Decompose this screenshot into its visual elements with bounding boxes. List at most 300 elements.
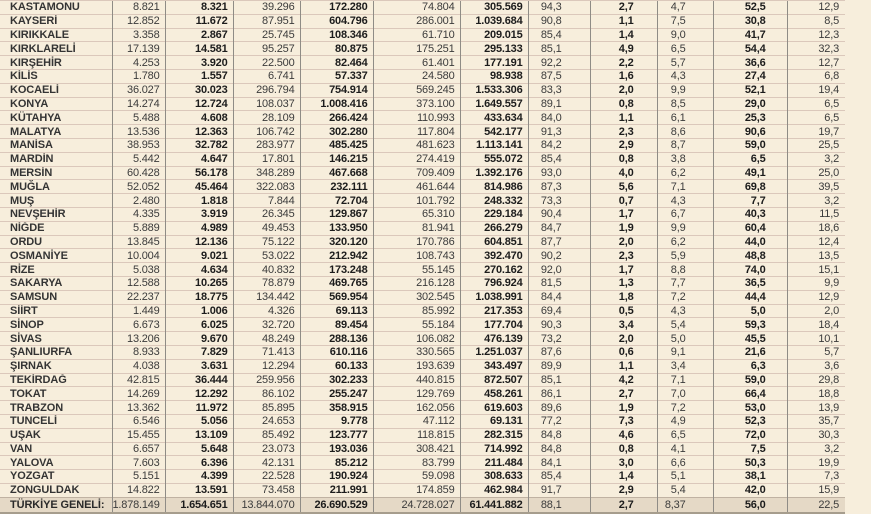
value-cell: 1.649.557 bbox=[460, 97, 528, 111]
value-cell: 85.895 bbox=[233, 401, 300, 415]
value-cell: 40.832 bbox=[233, 263, 300, 277]
table-row bbox=[0, 483, 845, 497]
value-cell: 87,6 bbox=[528, 345, 590, 359]
value-cell: 343.497 bbox=[460, 359, 528, 373]
value-cell: 59.098 bbox=[373, 470, 460, 484]
value-cell: 6.396 bbox=[165, 456, 233, 470]
table-row bbox=[0, 456, 845, 470]
value-cell: 266.424 bbox=[300, 111, 373, 125]
value-cell: 610.116 bbox=[300, 345, 373, 359]
value-cell: 2,3 bbox=[590, 249, 657, 263]
value-cell: 28.109 bbox=[233, 111, 300, 125]
value-cell: 5.488 bbox=[112, 111, 165, 125]
province-name-cell: UŞAK bbox=[0, 428, 112, 442]
value-cell: 52,5 bbox=[713, 1, 787, 15]
value-cell: 1.008.416 bbox=[300, 97, 373, 111]
province-name-cell: KONYA bbox=[0, 97, 112, 111]
value-cell: 1.557 bbox=[165, 69, 233, 83]
value-cell: 6,5 bbox=[787, 97, 845, 111]
value-cell: 469.765 bbox=[300, 276, 373, 290]
table-row bbox=[0, 207, 845, 221]
province-name-cell: KAYSERİ bbox=[0, 14, 112, 28]
value-cell: 110.993 bbox=[373, 111, 460, 125]
value-cell: 12,9 bbox=[787, 1, 845, 15]
value-cell: 8,5 bbox=[657, 97, 713, 111]
value-cell: 5.889 bbox=[112, 221, 165, 235]
value-cell: 302.280 bbox=[300, 125, 373, 139]
value-cell: 90,4 bbox=[528, 207, 590, 221]
value-cell: 85,1 bbox=[528, 42, 590, 56]
value-cell: 44,0 bbox=[713, 235, 787, 249]
value-cell: 83,3 bbox=[528, 83, 590, 97]
province-name-cell: KIRIKKALE bbox=[0, 28, 112, 42]
value-cell: 7,3 bbox=[590, 414, 657, 428]
table-row bbox=[0, 359, 845, 373]
value-cell: 77,2 bbox=[528, 414, 590, 428]
table-row bbox=[0, 28, 845, 42]
value-cell: 123.777 bbox=[300, 428, 373, 442]
value-cell: 7,1 bbox=[657, 180, 713, 194]
value-cell: 13.845 bbox=[112, 235, 165, 249]
value-cell: 81,5 bbox=[528, 276, 590, 290]
value-cell: 4,2 bbox=[590, 373, 657, 387]
value-cell: 85,1 bbox=[528, 373, 590, 387]
table-row bbox=[0, 166, 845, 180]
value-cell: 8,7 bbox=[657, 138, 713, 152]
value-cell: 461.644 bbox=[373, 180, 460, 194]
value-cell: 89.454 bbox=[300, 318, 373, 332]
value-cell: 8.821 bbox=[112, 1, 165, 15]
value-cell: 2,0 bbox=[787, 304, 845, 318]
value-cell: 18,4 bbox=[787, 318, 845, 332]
value-cell: 91,7 bbox=[528, 483, 590, 497]
value-cell: 93,0 bbox=[528, 166, 590, 180]
value-cell: 53,0 bbox=[713, 401, 787, 415]
value-cell: 30,3 bbox=[787, 428, 845, 442]
value-cell: 0,8 bbox=[590, 152, 657, 166]
province-name-cell: KÜTAHYA bbox=[0, 111, 112, 125]
value-cell: 467.668 bbox=[300, 166, 373, 180]
value-cell: 49,1 bbox=[713, 166, 787, 180]
value-cell: 69,8 bbox=[713, 180, 787, 194]
value-cell: 193.036 bbox=[300, 442, 373, 456]
value-cell: 229.184 bbox=[460, 207, 528, 221]
value-cell: 25.745 bbox=[233, 28, 300, 42]
value-cell: 320.120 bbox=[300, 235, 373, 249]
value-cell: 129.769 bbox=[373, 387, 460, 401]
province-name-cell: MARDİN bbox=[0, 152, 112, 166]
table-row bbox=[0, 152, 845, 166]
value-cell: 1,3 bbox=[590, 276, 657, 290]
value-cell: 101.792 bbox=[373, 194, 460, 208]
province-name-cell: ŞANLIURFA bbox=[0, 345, 112, 359]
value-cell: 10.004 bbox=[112, 249, 165, 263]
value-cell: 604.851 bbox=[460, 235, 528, 249]
value-cell: 6,3 bbox=[713, 359, 787, 373]
value-cell: 0,6 bbox=[590, 345, 657, 359]
table-row bbox=[0, 1, 845, 15]
province-name-cell: KİLİS bbox=[0, 69, 112, 83]
province-name-cell: TRABZON bbox=[0, 401, 112, 415]
value-cell: 22,5 bbox=[787, 497, 845, 513]
province-name-cell: TOKAT bbox=[0, 387, 112, 401]
value-cell: 54,4 bbox=[713, 42, 787, 56]
table-row bbox=[0, 428, 845, 442]
value-cell: 1,7 bbox=[590, 263, 657, 277]
value-cell: 1,4 bbox=[590, 470, 657, 484]
value-cell: 24.728.027 bbox=[373, 497, 460, 513]
value-cell: 3,2 bbox=[787, 152, 845, 166]
value-cell: 98.938 bbox=[460, 69, 528, 83]
value-cell: 56,0 bbox=[713, 497, 787, 513]
value-cell: 9.778 bbox=[300, 414, 373, 428]
value-cell: 92,0 bbox=[528, 263, 590, 277]
table-row bbox=[0, 345, 845, 359]
province-name-cell: VAN bbox=[0, 442, 112, 456]
value-cell: 175.251 bbox=[373, 42, 460, 56]
value-cell: 2,0 bbox=[590, 235, 657, 249]
value-cell: 282.315 bbox=[460, 428, 528, 442]
value-cell: 6.741 bbox=[233, 69, 300, 83]
total-row bbox=[0, 497, 845, 513]
value-cell: 232.111 bbox=[300, 180, 373, 194]
value-cell: 6.025 bbox=[165, 318, 233, 332]
value-cell: 52,3 bbox=[713, 414, 787, 428]
table-row bbox=[0, 125, 845, 139]
value-cell: 25,0 bbox=[787, 166, 845, 180]
value-cell: 17.801 bbox=[233, 152, 300, 166]
value-cell: 85,4 bbox=[528, 152, 590, 166]
value-cell: 117.804 bbox=[373, 125, 460, 139]
value-cell: 0,5 bbox=[590, 304, 657, 318]
value-cell: 14.269 bbox=[112, 387, 165, 401]
value-cell: 73,3 bbox=[528, 194, 590, 208]
value-cell: 7.844 bbox=[233, 194, 300, 208]
value-cell: 1.251.037 bbox=[460, 345, 528, 359]
table-row bbox=[0, 276, 845, 290]
value-cell: 177.191 bbox=[460, 56, 528, 70]
value-cell: 17.139 bbox=[112, 42, 165, 56]
value-cell: 11.972 bbox=[165, 401, 233, 415]
value-cell: 3.919 bbox=[165, 207, 233, 221]
value-cell: 216.128 bbox=[373, 276, 460, 290]
value-cell: 12.363 bbox=[165, 125, 233, 139]
value-cell: 4.647 bbox=[165, 152, 233, 166]
value-cell: 84,4 bbox=[528, 290, 590, 304]
value-cell: 13,9 bbox=[787, 401, 845, 415]
value-cell: 283.977 bbox=[233, 138, 300, 152]
value-cell: 85.212 bbox=[300, 456, 373, 470]
value-cell: 78.879 bbox=[233, 276, 300, 290]
value-cell: 81.941 bbox=[373, 221, 460, 235]
value-cell: 87,3 bbox=[528, 180, 590, 194]
value-cell: 173.248 bbox=[300, 263, 373, 277]
value-cell: 21,6 bbox=[713, 345, 787, 359]
province-name-cell: MALATYA bbox=[0, 125, 112, 139]
value-cell: 11.672 bbox=[165, 14, 233, 28]
value-cell: 1,7 bbox=[590, 207, 657, 221]
table-row bbox=[0, 221, 845, 235]
value-cell: 36.027 bbox=[112, 83, 165, 97]
value-cell: 85.492 bbox=[233, 428, 300, 442]
value-cell: 36,6 bbox=[713, 56, 787, 70]
value-cell: 0,8 bbox=[590, 97, 657, 111]
value-cell: 162.056 bbox=[373, 401, 460, 415]
value-cell: 19,9 bbox=[787, 456, 845, 470]
value-cell: 84,1 bbox=[528, 456, 590, 470]
value-cell: 1.113.141 bbox=[460, 138, 528, 152]
value-cell: 7,5 bbox=[657, 14, 713, 28]
value-cell: 85.992 bbox=[373, 304, 460, 318]
value-cell: 286.001 bbox=[373, 14, 460, 28]
value-cell: 193.639 bbox=[373, 359, 460, 373]
value-cell: 3,4 bbox=[657, 359, 713, 373]
value-cell: 754.914 bbox=[300, 83, 373, 97]
value-cell: 5,4 bbox=[657, 483, 713, 497]
value-cell: 88,1 bbox=[528, 497, 590, 513]
province-name-cell: RİZE bbox=[0, 263, 112, 277]
value-cell: 13.362 bbox=[112, 401, 165, 415]
value-cell: 15,1 bbox=[787, 263, 845, 277]
value-cell: 190.924 bbox=[300, 470, 373, 484]
value-cell: 7,5 bbox=[713, 442, 787, 456]
value-cell: 18.775 bbox=[165, 290, 233, 304]
value-cell: 3,6 bbox=[787, 359, 845, 373]
value-cell: 212.942 bbox=[300, 249, 373, 263]
value-cell: 13.844.070 bbox=[233, 497, 300, 513]
value-cell: 2,9 bbox=[590, 138, 657, 152]
value-cell: 39.296 bbox=[233, 1, 300, 15]
value-cell: 38,1 bbox=[713, 470, 787, 484]
value-cell: 13.536 bbox=[112, 125, 165, 139]
value-cell: 26.690.529 bbox=[300, 497, 373, 513]
value-cell: 55.145 bbox=[373, 263, 460, 277]
value-cell: 3,8 bbox=[657, 152, 713, 166]
value-cell: 84,2 bbox=[528, 138, 590, 152]
value-cell: 12,9 bbox=[787, 290, 845, 304]
value-cell: 5,4 bbox=[657, 318, 713, 332]
value-cell: 9,9 bbox=[657, 221, 713, 235]
province-name-cell: ZONGULDAK bbox=[0, 483, 112, 497]
value-cell: 19,7 bbox=[787, 125, 845, 139]
value-cell: 4,3 bbox=[657, 69, 713, 83]
value-cell: 22.237 bbox=[112, 290, 165, 304]
value-cell: 8,5 bbox=[787, 14, 845, 28]
value-cell: 29,8 bbox=[787, 373, 845, 387]
value-cell: 4.399 bbox=[165, 470, 233, 484]
value-cell: 211.991 bbox=[300, 483, 373, 497]
value-cell: 95.257 bbox=[233, 42, 300, 56]
value-cell: 106.082 bbox=[373, 332, 460, 346]
value-cell: 3.358 bbox=[112, 28, 165, 42]
value-cell: 84,8 bbox=[528, 428, 590, 442]
value-cell: 6,2 bbox=[657, 166, 713, 180]
value-cell: 52,1 bbox=[713, 83, 787, 97]
value-cell: 604.796 bbox=[300, 14, 373, 28]
value-cell: 4.253 bbox=[112, 56, 165, 70]
value-cell: 10,1 bbox=[787, 332, 845, 346]
value-cell: 1.006 bbox=[165, 304, 233, 318]
value-cell: 4,3 bbox=[657, 194, 713, 208]
value-cell: 462.984 bbox=[460, 483, 528, 497]
province-name-cell: MANİSA bbox=[0, 138, 112, 152]
value-cell: 89,6 bbox=[528, 401, 590, 415]
value-cell: 3,2 bbox=[787, 442, 845, 456]
value-cell: 1.533.306 bbox=[460, 83, 528, 97]
value-cell: 25,3 bbox=[713, 111, 787, 125]
value-cell: 90,3 bbox=[528, 318, 590, 332]
value-cell: 73.458 bbox=[233, 483, 300, 497]
value-cell: 569.245 bbox=[373, 83, 460, 97]
table-row bbox=[0, 235, 845, 249]
value-cell: 1.038.991 bbox=[460, 290, 528, 304]
value-cell: 45.464 bbox=[165, 180, 233, 194]
value-cell: 5.151 bbox=[112, 470, 165, 484]
value-cell: 12,7 bbox=[787, 56, 845, 70]
value-cell: 4.038 bbox=[112, 359, 165, 373]
province-name-cell: YALOVA bbox=[0, 456, 112, 470]
value-cell: 7.829 bbox=[165, 345, 233, 359]
table-row bbox=[0, 304, 845, 318]
value-cell: 305.569 bbox=[460, 1, 528, 15]
value-cell: 6.546 bbox=[112, 414, 165, 428]
table-row bbox=[0, 290, 845, 304]
value-cell: 86.102 bbox=[233, 387, 300, 401]
value-cell: 433.634 bbox=[460, 111, 528, 125]
table-body bbox=[0, 1, 845, 514]
value-cell: 1,4 bbox=[590, 28, 657, 42]
value-cell: 1,1 bbox=[590, 111, 657, 125]
value-cell: 1,1 bbox=[590, 14, 657, 28]
value-cell: 308.421 bbox=[373, 442, 460, 456]
value-cell: 13,5 bbox=[787, 249, 845, 263]
value-cell: 90,8 bbox=[528, 14, 590, 28]
value-cell: 619.603 bbox=[460, 401, 528, 415]
value-cell: 36.444 bbox=[165, 373, 233, 387]
value-cell: 217.353 bbox=[460, 304, 528, 318]
value-cell: 266.279 bbox=[460, 221, 528, 235]
value-cell: 1,6 bbox=[590, 69, 657, 83]
value-cell: 89,1 bbox=[528, 97, 590, 111]
value-cell: 86,1 bbox=[528, 387, 590, 401]
value-cell: 60.133 bbox=[300, 359, 373, 373]
value-cell: 15,9 bbox=[787, 483, 845, 497]
value-cell: 322.083 bbox=[233, 180, 300, 194]
value-cell: 481.623 bbox=[373, 138, 460, 152]
value-cell: 32.782 bbox=[165, 138, 233, 152]
value-cell: 49.453 bbox=[233, 221, 300, 235]
value-cell: 2,7 bbox=[590, 387, 657, 401]
value-cell: 2,7 bbox=[590, 1, 657, 15]
value-cell: 5,7 bbox=[787, 345, 845, 359]
value-cell: 1,8 bbox=[590, 290, 657, 304]
value-cell: 6,5 bbox=[787, 111, 845, 125]
value-cell: 6,2 bbox=[657, 235, 713, 249]
value-cell: 22.500 bbox=[233, 56, 300, 70]
value-cell: 6,5 bbox=[657, 42, 713, 56]
value-cell: 476.139 bbox=[460, 332, 528, 346]
table-row bbox=[0, 373, 845, 387]
value-cell: 9,9 bbox=[787, 276, 845, 290]
value-cell: 295.133 bbox=[460, 42, 528, 56]
value-cell: 44,4 bbox=[713, 290, 787, 304]
value-cell: 4.989 bbox=[165, 221, 233, 235]
value-cell: 42,0 bbox=[713, 483, 787, 497]
value-cell: 4.608 bbox=[165, 111, 233, 125]
value-cell: 7,0 bbox=[657, 387, 713, 401]
value-cell: 9,0 bbox=[657, 28, 713, 42]
value-cell: 57.337 bbox=[300, 69, 373, 83]
value-cell: 373.100 bbox=[373, 97, 460, 111]
value-cell: 69.131 bbox=[460, 414, 528, 428]
value-cell: 32.720 bbox=[233, 318, 300, 332]
value-cell: 209.015 bbox=[460, 28, 528, 42]
value-cell: 14.274 bbox=[112, 97, 165, 111]
value-cell: 714.992 bbox=[460, 442, 528, 456]
value-cell: 32,3 bbox=[787, 42, 845, 56]
value-cell: 84,7 bbox=[528, 221, 590, 235]
value-cell: 94,3 bbox=[528, 1, 590, 15]
value-cell: 90,6 bbox=[713, 125, 787, 139]
value-cell: 5,9 bbox=[657, 249, 713, 263]
value-cell: 65.310 bbox=[373, 207, 460, 221]
value-cell: 8,6 bbox=[657, 125, 713, 139]
value-cell: 7,1 bbox=[657, 373, 713, 387]
value-cell: 211.484 bbox=[460, 456, 528, 470]
value-cell: 5,6 bbox=[590, 180, 657, 194]
value-cell: 7,7 bbox=[657, 276, 713, 290]
value-cell: 45,5 bbox=[713, 332, 787, 346]
value-cell: 170.786 bbox=[373, 235, 460, 249]
value-cell: 40,3 bbox=[713, 207, 787, 221]
value-cell: 83.799 bbox=[373, 456, 460, 470]
value-cell: 1,1 bbox=[590, 359, 657, 373]
value-cell: 348.289 bbox=[233, 166, 300, 180]
value-cell: 4,9 bbox=[657, 414, 713, 428]
value-cell: 2,3 bbox=[590, 125, 657, 139]
value-cell: 12.136 bbox=[165, 235, 233, 249]
table-row bbox=[0, 180, 845, 194]
value-cell: 6,6 bbox=[657, 456, 713, 470]
value-cell: 23.073 bbox=[233, 442, 300, 456]
value-cell: 542.177 bbox=[460, 125, 528, 139]
value-cell: 60,4 bbox=[713, 221, 787, 235]
value-cell: 392.470 bbox=[460, 249, 528, 263]
value-cell: 118.815 bbox=[373, 428, 460, 442]
value-cell: 12.852 bbox=[112, 14, 165, 28]
province-name-cell: KIRKLARELİ bbox=[0, 42, 112, 56]
value-cell: 5,7 bbox=[657, 56, 713, 70]
value-cell: 18,8 bbox=[787, 387, 845, 401]
province-name-cell: TEKİRDAĞ bbox=[0, 373, 112, 387]
table-row bbox=[0, 470, 845, 484]
province-name-cell: SİVAS bbox=[0, 332, 112, 346]
value-cell: 6.673 bbox=[112, 318, 165, 332]
value-cell: 12.588 bbox=[112, 276, 165, 290]
province-name-cell: MUĞLA bbox=[0, 180, 112, 194]
value-cell: 485.425 bbox=[300, 138, 373, 152]
value-cell: 71.413 bbox=[233, 345, 300, 359]
value-cell: 288.136 bbox=[300, 332, 373, 346]
value-cell: 87.951 bbox=[233, 14, 300, 28]
value-cell: 89,9 bbox=[528, 359, 590, 373]
value-cell: 50,3 bbox=[713, 456, 787, 470]
value-cell: 129.867 bbox=[300, 207, 373, 221]
table-row bbox=[0, 42, 845, 56]
value-cell: 13.206 bbox=[112, 332, 165, 346]
value-cell: 5.648 bbox=[165, 442, 233, 456]
value-cell: 4,1 bbox=[657, 442, 713, 456]
